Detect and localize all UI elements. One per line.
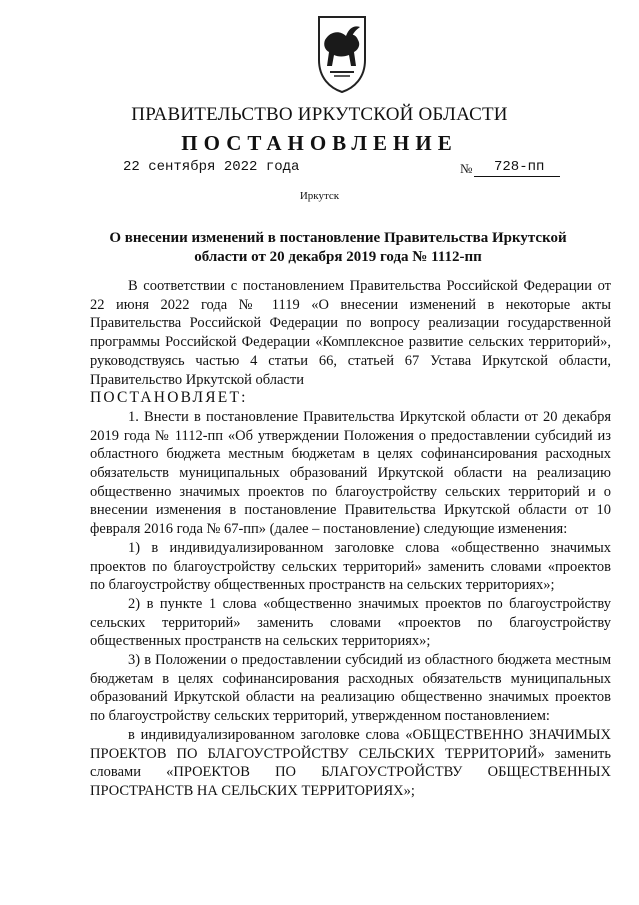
subitem-1-paragraph: 1) в индивидуализированном заголовке слова «общественно значимых проектов по благоустройству сельских территорий» заменить словами «проектов по благоустройству общественных пространств на сельских территориях»;	[90, 539, 611, 594]
subitem-3-paragraph: 3) в Положении о предоставлении субсидий из областного бюджета местным бюджетам в целях софинансирования расходных обязательств муниципальных образований Иркутской области на реализацию общественно значимых проектов по благоустройству сельских территорий, утвержденном постановлением:	[90, 652, 611, 725]
preamble-paragraph: В соответствии с постановлением Правительства Российской Федерации от 22 июня 2022 года № 1119 «О внесении изменений в некоторые акты Правительства Российской Федерации по вопросу реализации государственной программы Российской Федерации «Комплексное развитие сельских территорий», руководствуясь частью 4 статьи 66, статьей 67 Устава Иркутской области, Правительство Иркутской области	[90, 278, 611, 388]
document-number: 728-пп	[474, 158, 560, 177]
document-body	[90, 277, 611, 801]
irkutsk-coat-of-arms-icon	[316, 14, 368, 94]
subitem-3a-paragraph: в индивидуализированном заголовке слова «ОБЩЕСТВЕННО ЗНАЧИМЫХ ПРОЕКТОВ ПО БЛАГОУСТРОЙСТВУ СЕЛЬСКИХ ТЕРРИТОРИЙ» заменить словами «ПРОЕКТОВ ПО БЛАГОУСТРОЙСТВУ ОБЩЕСТВЕННЫХ ПРОСТРАНСТВ НА СЕЛЬСКИХ ТЕРРИТОРИЯХ»;	[90, 726, 611, 799]
resolves-heading: ПОСТАНОВЛЯЕТ:	[90, 389, 248, 407]
number-sign: №	[460, 161, 473, 176]
document-subject: О внесении изменений в постановление Правительства Иркутской области от 20 декабря 2019 года № 1112-пп	[109, 230, 567, 265]
city-name: Иркутск	[299, 190, 340, 202]
document-type-title: ПОСТАНОВЛЕНИЕ	[181, 131, 458, 155]
government-name: ПРАВИТЕЛЬСТВО ИРКУТСКОЙ ОБЛАСТИ	[131, 104, 508, 125]
item-1-paragraph: 1. Внести в постановление Правительства Иркутской области от 20 декабря 2019 года № 1112-пп «Об утверждении Положения о предоставлении субсидий из областного бюджета местным бюджетам в целях софинансирования расходных обязательств муниципальных образований Иркутской области на реализацию общественно значимых проектов по благоустройству сельских территорий и о внесении изменения в постановление Правительства Иркутской области от 10 февраля 2016 года № 67-пп» (далее – постановление) следующие изменения:	[90, 408, 611, 538]
subitem-2-paragraph: 2) в пункте 1 слова «общественно значимых проектов по благоустройству сельских территорий» заменить словами «проектов по благоустройству общественных пространств на сельских территориях»;	[90, 595, 611, 650]
document-date: 22 сентября 2022 года	[123, 159, 300, 175]
